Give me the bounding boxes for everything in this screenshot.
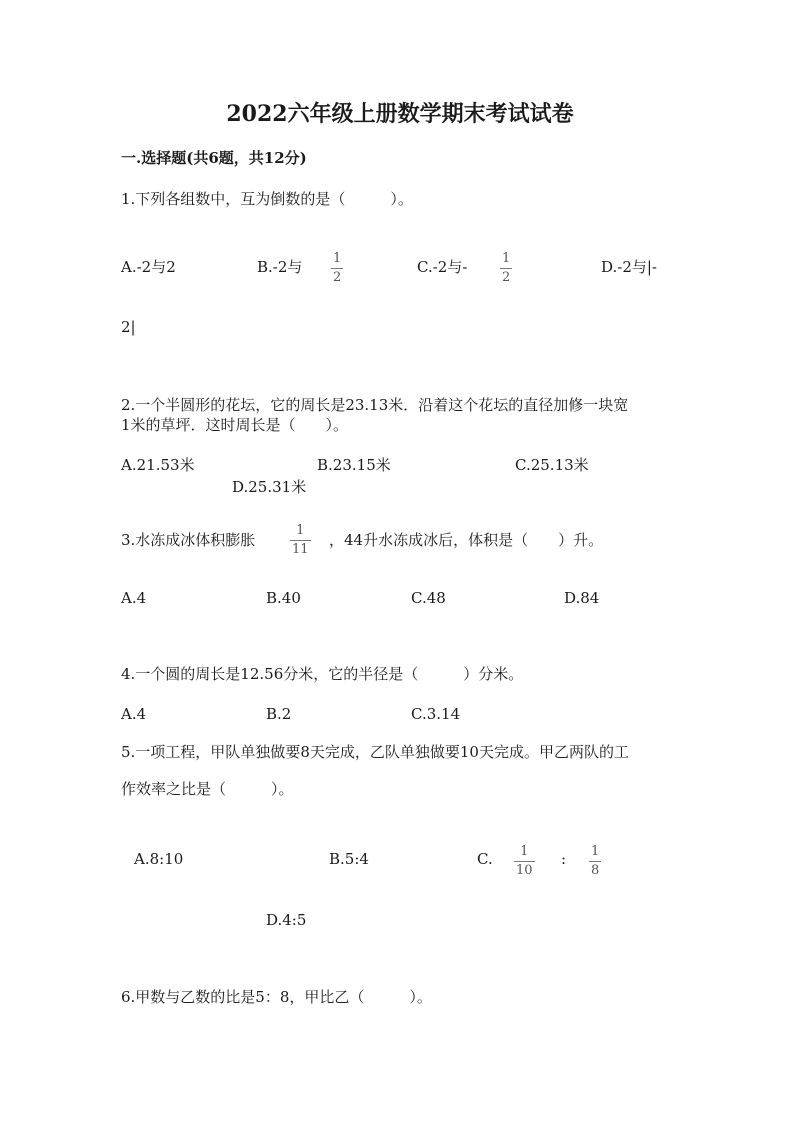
question-2-option-b: B.23.15米 — [317, 456, 391, 474]
question-5-option-a: A.8:10 — [134, 850, 184, 868]
fraction-bar — [589, 861, 601, 862]
fraction-denominator: 11 — [292, 542, 309, 557]
question-2-text-line-2: 1米的草坪．这时周长是（ ）。 — [121, 416, 349, 434]
question-2-option-d: D.25.31米 — [232, 478, 307, 496]
fraction-denominator: 2 — [502, 270, 511, 285]
page-title: 2022六年级上册数学期末考试试卷 — [226, 101, 574, 127]
question-4-option-b: B.2 — [266, 705, 292, 723]
question-6-text: 6.甲数与乙数的比是5：8，甲比乙（ ）。 — [121, 988, 432, 1006]
fraction-numerator: 1 — [296, 523, 305, 538]
question-5-text-line-2: 作效率之比是（ ）。 — [121, 780, 294, 798]
question-2-option-a: A.21.53米 — [121, 456, 195, 474]
question-2-option-c: C.25.13米 — [515, 456, 589, 474]
fraction-numerator: 1 — [591, 844, 600, 859]
fraction-numerator: 1 — [520, 844, 529, 859]
question-5-text-line-1: 5.一项工程，甲队单独做要8天完成，乙队单独做要10天完成。甲乙两队的工 — [121, 743, 629, 761]
question-3-text-before: 3.水冻成冰体积膨胀 — [121, 531, 256, 549]
fraction-denominator: 8 — [591, 863, 600, 878]
fraction-numerator: 1 — [333, 251, 342, 266]
fraction-denominator: 10 — [516, 863, 533, 878]
question-3-option-a: A.4 — [121, 589, 147, 607]
question-1-option-b: B.-2与 — [257, 258, 303, 276]
question-1-option-c-fraction — [500, 252, 512, 285]
fraction-denominator: 2 — [333, 270, 342, 285]
fraction-bar — [500, 268, 512, 269]
question-3-text-after: ，44升水冻成冰后，体积是（ ）升。 — [329, 531, 604, 549]
question-5-option-c-fraction-2 — [589, 845, 601, 878]
fraction-bar — [290, 540, 311, 541]
fraction-bar — [514, 861, 535, 862]
question-1-option-d-continued: 2| — [121, 318, 136, 336]
question-5-option-c-colon: : — [561, 850, 567, 868]
question-5-option-c: C. — [477, 850, 493, 868]
question-4-text: 4.一个圆的周长是12.56分米，它的半径是（ ）分米。 — [121, 665, 524, 683]
section-heading: 一.选择题(共6题，共12分) — [121, 149, 307, 167]
question-1-option-b-fraction — [331, 252, 343, 285]
question-1-option-a: A.-2与2 — [121, 258, 176, 276]
question-1-option-c: C.-2与- — [417, 258, 468, 276]
question-5-option-b: B.5:4 — [329, 850, 369, 868]
question-1-option-d: D.-2与|- — [601, 258, 657, 276]
question-3-option-d: D.84 — [564, 589, 600, 607]
question-2-text-line-1: 2.一个半圆形的花坛，它的周长是23.13米．沿着这个花坛的直径加修一块宽 — [121, 396, 629, 414]
question-3-option-b: B.40 — [266, 589, 301, 607]
question-5-option-d: D.4:5 — [266, 911, 307, 929]
question-3-option-c: C.48 — [411, 589, 446, 607]
question-4-option-c: C.3.14 — [411, 705, 461, 723]
fraction-bar — [331, 268, 343, 269]
question-4-option-a: A.4 — [121, 705, 147, 723]
question-1-text: 1.下列各组数中，互为倒数的是（ ）。 — [121, 190, 413, 208]
fraction-numerator: 1 — [502, 251, 511, 266]
question-3-fraction — [290, 524, 311, 557]
question-5-option-c-fraction-1 — [514, 845, 535, 878]
